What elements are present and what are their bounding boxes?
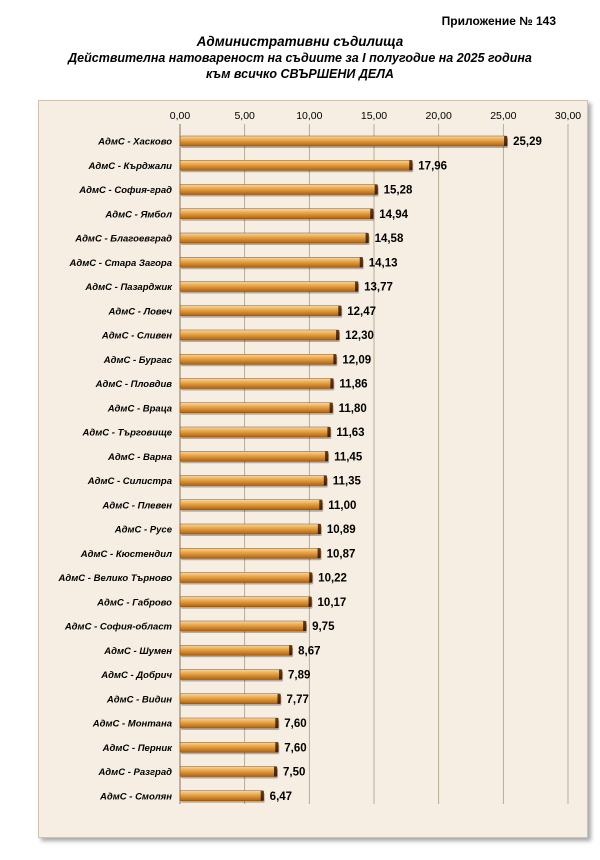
bar	[180, 524, 321, 534]
bar	[180, 306, 341, 316]
bar	[180, 645, 292, 655]
bar	[180, 330, 339, 340]
value-label: 10,87	[326, 548, 356, 561]
bar	[180, 257, 363, 267]
category-label: АдмС - Кюстендил	[80, 548, 172, 560]
category-label: АдмС - Габрово	[97, 597, 172, 609]
bar-end-cap	[330, 403, 333, 413]
category-label: АдмС - Враца	[107, 403, 172, 415]
bar	[180, 427, 330, 437]
bar	[180, 742, 278, 752]
category-label: АдмС - Пловдив	[95, 379, 172, 390]
x-tick-label: 20,00	[425, 110, 452, 122]
bar-end-cap	[289, 645, 292, 655]
bar-end-cap	[370, 209, 373, 219]
bar-end-cap	[338, 306, 341, 316]
value-label: 11,00	[328, 499, 357, 512]
x-tick-label: 0,00	[169, 110, 191, 122]
category-label: АдмС - Ямбол	[105, 209, 172, 221]
value-label: 11,63	[336, 427, 365, 439]
bar-end-cap	[303, 621, 306, 631]
category-label: АдмС - Шумен	[104, 645, 172, 657]
bar-end-cap	[336, 330, 339, 340]
category-label: АдмС - Монтана	[92, 718, 172, 730]
value-label: 25,29	[513, 136, 542, 148]
bar-end-cap	[333, 354, 336, 364]
value-label: 6,47	[269, 790, 293, 803]
bar	[180, 476, 327, 486]
bar	[180, 379, 333, 389]
value-label: 7,77	[286, 693, 309, 706]
bar	[180, 209, 373, 219]
chart-subtitle-2: към всичко СВЪРШЕНИ ДЕЛА	[206, 67, 394, 81]
bar-end-cap	[360, 257, 363, 267]
category-label: АдмС - София-област	[64, 621, 172, 633]
x-tick-label: 15,00	[360, 110, 388, 122]
bar-end-cap	[318, 548, 321, 558]
bar	[180, 451, 328, 461]
value-label: 13,77	[364, 281, 393, 294]
category-label: АдмС - Стара Загора	[69, 257, 172, 269]
bar-end-cap	[355, 282, 358, 292]
bar-end-cap	[318, 524, 321, 534]
bar	[180, 403, 333, 413]
value-label: 9,75	[312, 621, 335, 633]
x-tick-label: 30,00	[554, 110, 582, 122]
value-label: 11,35	[332, 475, 361, 488]
category-label: АдмС - София-град	[79, 185, 172, 196]
bar	[180, 185, 378, 195]
chart-subtitle: Действителна натовареност на съдиите за I полугодие на 2025 година	[68, 51, 532, 65]
bar	[180, 136, 507, 146]
value-label: 7,60	[284, 742, 307, 755]
category-label: АдмС - Варна	[107, 451, 172, 463]
category-label: АдмС - Разград	[98, 767, 172, 778]
bar	[180, 573, 312, 583]
value-label: 10,89	[326, 524, 356, 536]
bar	[180, 791, 264, 801]
bar-end-cap	[279, 670, 282, 680]
value-label: 7,89	[288, 669, 311, 682]
value-label: 7,50	[283, 766, 306, 779]
bar-end-cap	[274, 767, 277, 777]
bar-end-cap	[277, 694, 280, 704]
category-label: АдмС - Силистра	[87, 476, 172, 487]
bar	[180, 694, 280, 704]
bar	[180, 548, 321, 558]
bar-end-cap	[275, 718, 278, 728]
category-label: АдмС - Смолян	[100, 791, 172, 803]
bar	[180, 282, 358, 292]
bar-end-cap	[309, 573, 312, 583]
bar-end-cap	[504, 136, 507, 146]
category-label: АдмС - Кърджали	[88, 160, 172, 172]
category-label: АдмС - Перник	[102, 742, 172, 754]
category-label: АдмС - Търговище	[82, 427, 172, 439]
category-label: АдмС - Велико Търново	[58, 573, 172, 584]
bar-end-cap	[261, 791, 264, 801]
x-tick-label: 25,00	[490, 110, 517, 122]
bar	[180, 621, 306, 631]
bar-end-cap	[319, 500, 322, 510]
value-label: 10,22	[318, 572, 347, 585]
category-label: АдмС - Пазарджик	[85, 282, 172, 293]
bar-end-cap	[309, 597, 312, 607]
category-label: АдмС - Благоевград	[75, 233, 172, 245]
bar	[180, 597, 312, 607]
x-tick-label: 5,00	[234, 110, 255, 122]
bar-end-cap	[375, 185, 378, 195]
category-label: АдмС - Бургас	[103, 354, 172, 366]
bar	[180, 718, 278, 728]
value-label: 8,67	[298, 645, 321, 658]
category-label: АдмС - Русе	[114, 524, 172, 536]
value-label: 11,86	[339, 378, 368, 391]
value-label: 14,13	[368, 257, 398, 270]
value-label: 14,58	[374, 233, 404, 245]
bar-end-cap	[409, 160, 412, 170]
bar	[180, 354, 336, 364]
value-label: 11,80	[338, 402, 367, 415]
bar-end-cap	[275, 742, 278, 752]
bar-end-cap	[324, 476, 327, 486]
value-label: 12,47	[347, 305, 377, 318]
bar-end-cap	[327, 427, 330, 437]
bar	[180, 160, 412, 170]
category-label: АдмС - Хасково	[98, 136, 172, 148]
appendix-label: Приложение № 143	[441, 14, 556, 28]
category-label: АдмС - Добрич	[101, 670, 172, 681]
bar-end-cap	[366, 233, 369, 243]
bar-end-cap	[325, 451, 328, 461]
bar	[180, 500, 322, 510]
value-label: 12,30	[345, 330, 374, 342]
value-label: 17,96	[418, 160, 448, 173]
category-label: АдмС - Сливен	[101, 330, 172, 342]
category-label: АдмС - Плевен	[102, 500, 172, 512]
bar	[180, 767, 277, 777]
value-label: 15,28	[383, 184, 413, 197]
bar-end-cap	[330, 379, 333, 389]
x-tick-label: 10,00	[296, 110, 323, 122]
bar	[180, 670, 282, 680]
bar	[180, 233, 369, 243]
category-label: АдмС - Ловеч	[108, 306, 172, 318]
value-label: 10,17	[317, 596, 347, 609]
value-label: 12,09	[342, 354, 372, 367]
category-label: АдмС - Видин	[106, 694, 172, 706]
value-label: 11,45	[334, 451, 363, 464]
value-label: 7,60	[284, 718, 307, 730]
value-label: 14,94	[379, 208, 409, 221]
chart-title: Административни съдилища	[196, 34, 404, 49]
